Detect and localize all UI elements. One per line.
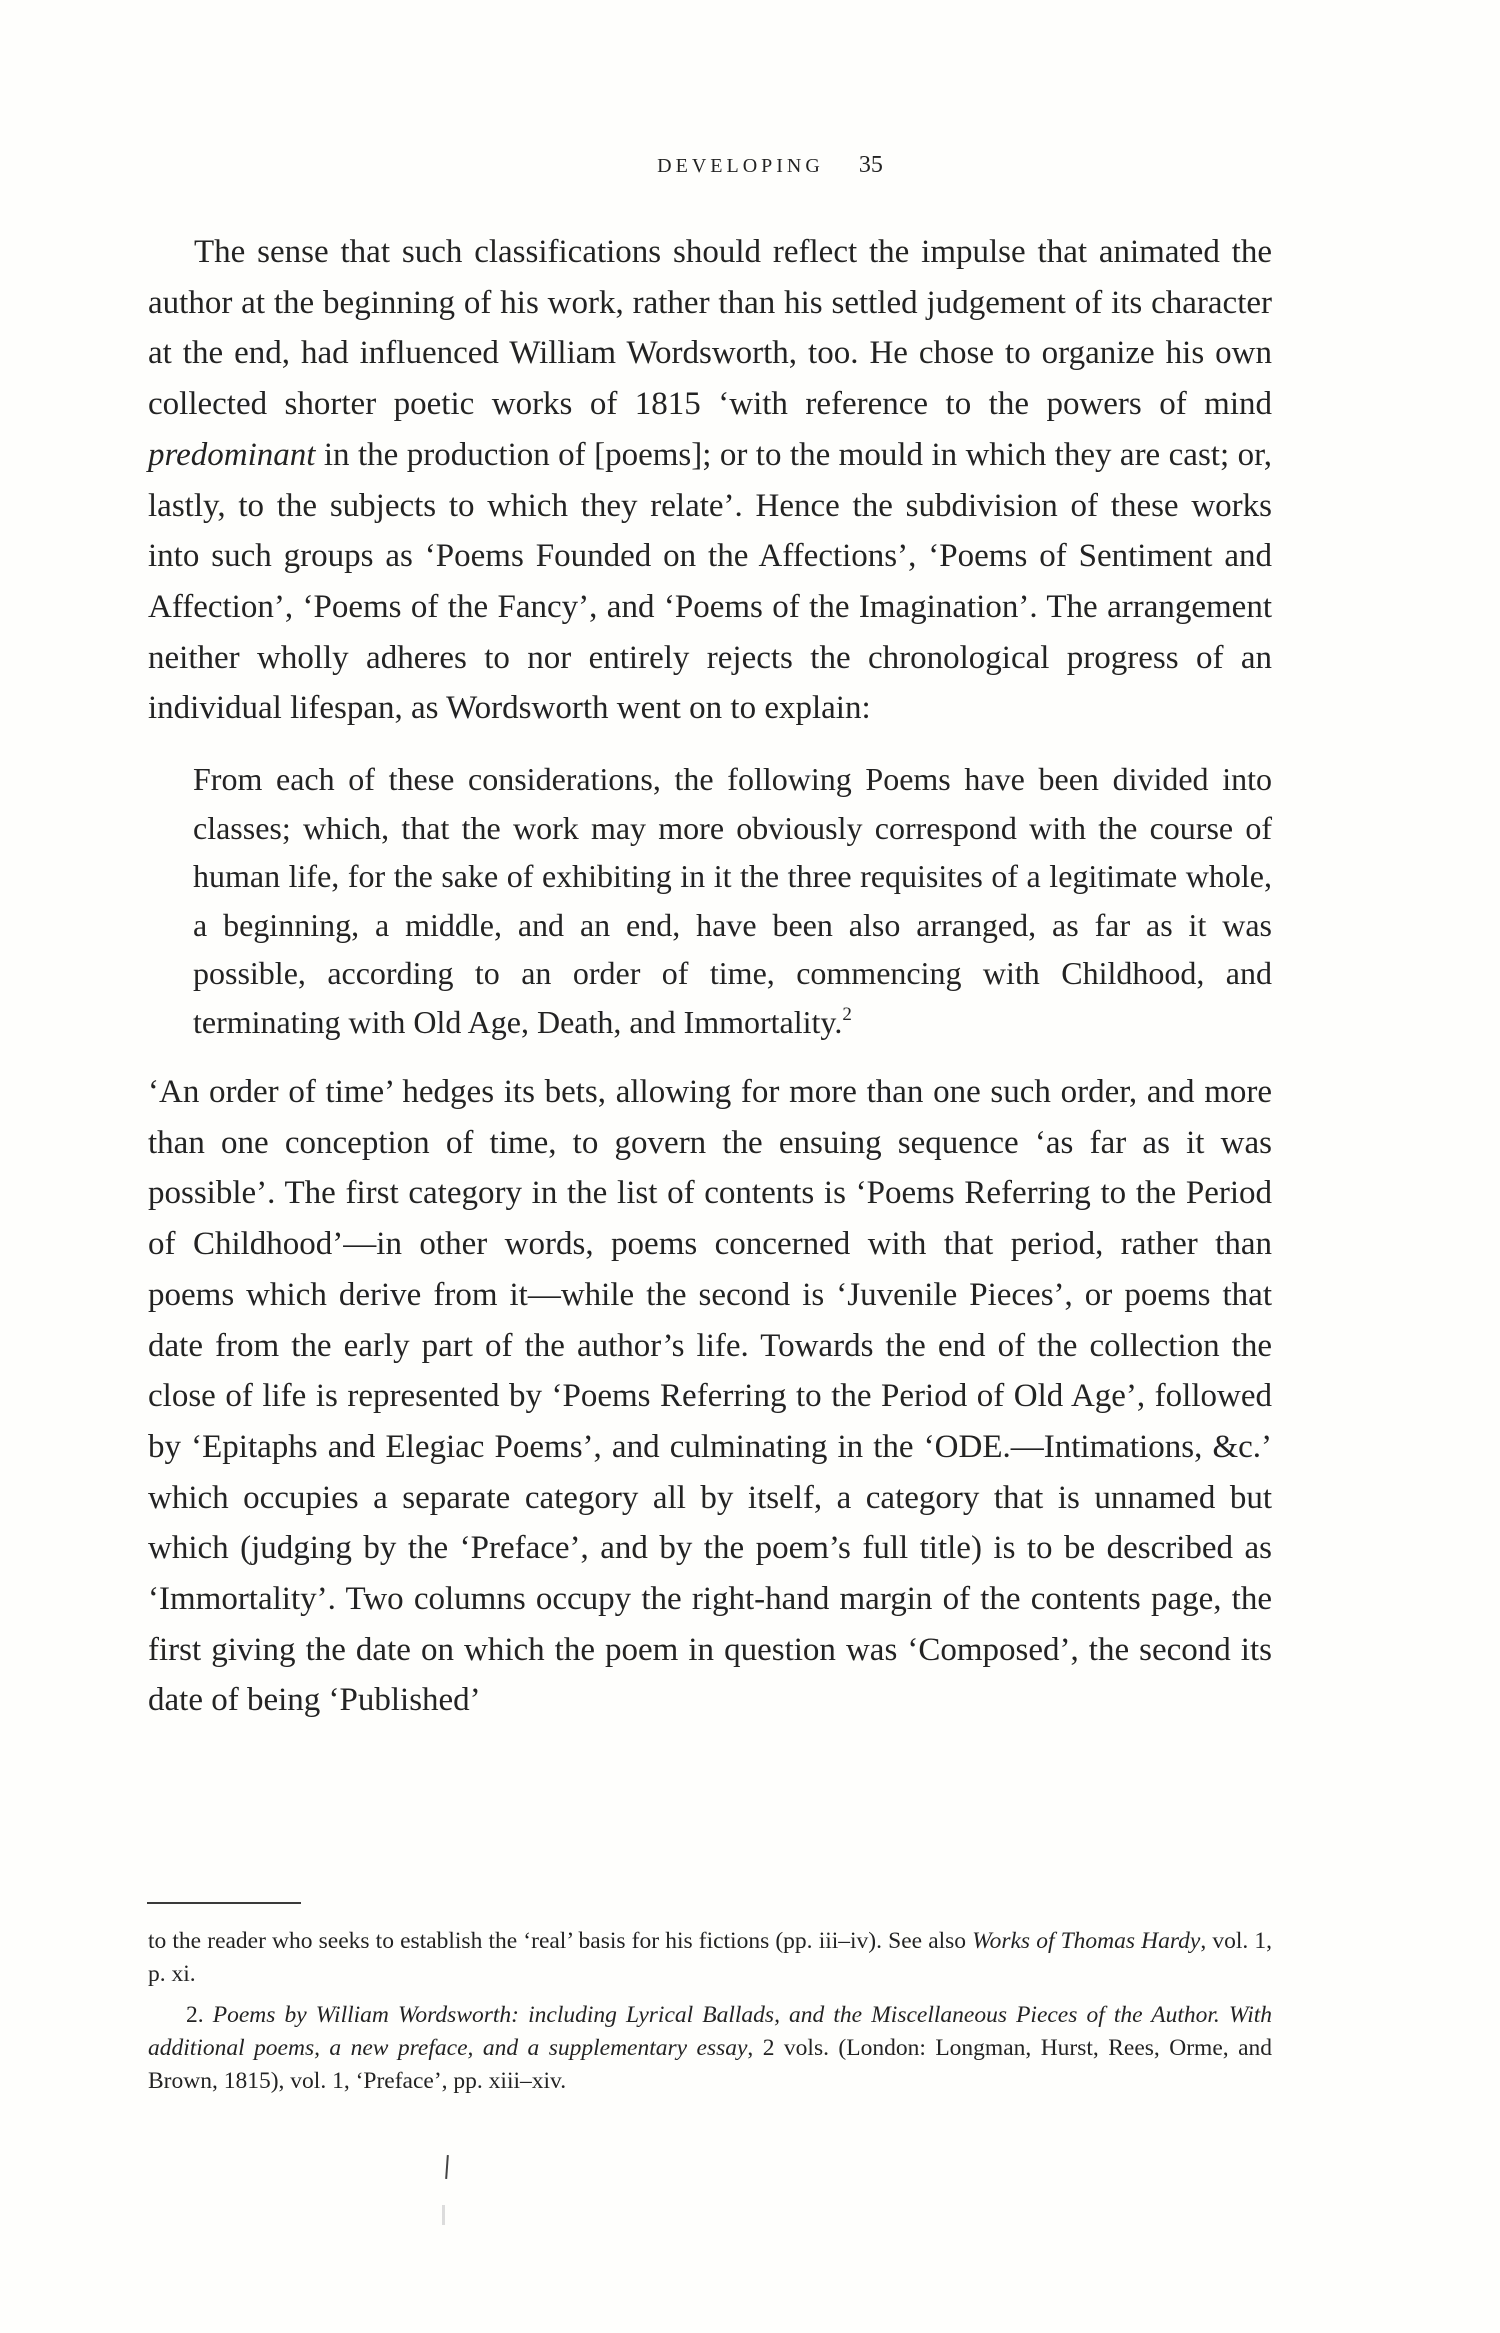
footnote-2-text: , 2 vols. (London: Longman, Hurst, Rees, Orme, and Brown, 1815), vol. 1, ‘Preface’, pp. xiii–xiv. [148, 2035, 1272, 2094]
footnote-2 [148, 1999, 1272, 2098]
paragraph-1-italic: predominant [148, 436, 316, 473]
footnote-continued-italic: Works of Thomas Hardy [972, 1928, 1201, 1954]
running-head [0, 150, 1500, 181]
scan-artifact-mark [445, 2155, 449, 2179]
block-quote [193, 755, 1272, 1046]
page-number: 35 [858, 152, 883, 178]
body-text [148, 227, 1272, 1726]
scan-artifact-faint [442, 2205, 445, 2225]
footnote-2-title: Poems by William Wordsworth: including Lyrical Ballads, and the Miscellaneous Pieces of the Author. With additional poems, a new preface, and a supplementary essay [148, 2002, 1272, 2061]
paragraph-1-text-a: The sense that such classifications should reflect the impulse that animated the author at the beginning of his work, rather than his settled judgement of its character at the end, had influenced William Wordsworth, too. He chose to organize his own collected shorter poetic works of 1815 ‘with reference to the powers of mind [148, 234, 1272, 423]
footnote-continued-text-a: to the reader who seeks to establish the ‘real’ basis for his fictions (pp. iii–iv). See also [148, 1928, 973, 1954]
footnotes [148, 1925, 1272, 2098]
footnote-continued [148, 1925, 1272, 1991]
running-head-title: DEVELOPING [657, 155, 824, 177]
paragraph-1-text-b: in the production of [poems]; or to the mould in which they are cast; or, lastly, to the subjects to which they relate’. Hence the subdivision of these works into such groups as ‘Poems Founded on the Affections’, ‘Poems of Sentiment and Affection’, ‘Poems of the Fancy’, and ‘Poems of the Imagination’. The arrangement neither wholly adheres to nor entirely rejects the chronological progress of an individual lifespan, as Wordsworth went on to explain: [148, 436, 1272, 727]
block-quote-text: From each of these considerations, the following Poems have been divided into classes; which, that the work may more obviously correspond with the course of human life, for the sake of exhibiting in it the three requisites of a legitimate whole, a beginning, a middle, and an end, have been also arranged, as far as it was possible, according to an order of time, commencing with Childhood, and terminating with Old Age, Death, and Immortality. [193, 761, 1272, 1040]
footnote-2-number: 2. [186, 2002, 204, 2028]
paragraph-1 [148, 227, 1272, 734]
footnote-rule [147, 1902, 301, 1904]
footnote-continued-text-b: , vol. 1, p. xi. [148, 1928, 1273, 1987]
footnote-ref-2[interactable]: 2 [842, 1003, 852, 1025]
paragraph-2: ‘An order of time’ hedges its bets, allowing for more than one such order, and more than one conception of time, to govern the ensuing sequence ‘as far as it was possible’. The first category in the list of contents is ‘Poems Referring to the Period of Childhood’—in other words, poems concerned with that period, rather than poems which derive from it—while the second is ‘Juvenile Pieces’, or poems that date from the early part of the author’s life. Towards the end of the collection the close of life is represented by ‘Poems Referring to the Period of Old Age’, followed by ‘Epitaphs and Elegiac Poems’, and culminating in the ‘ODE.—Intimations, &c.’ which occupies a separate category all by itself, a category that is unnamed but which (judging by the ‘Preface’, and by the poem’s full title) is to be described as ‘Immortality’. Two columns occupy the right-hand margin of the contents page, the first giving the date on which the poem in question was ‘Composed’, the second its date of being ‘Published’ [148, 1074, 1272, 1719]
